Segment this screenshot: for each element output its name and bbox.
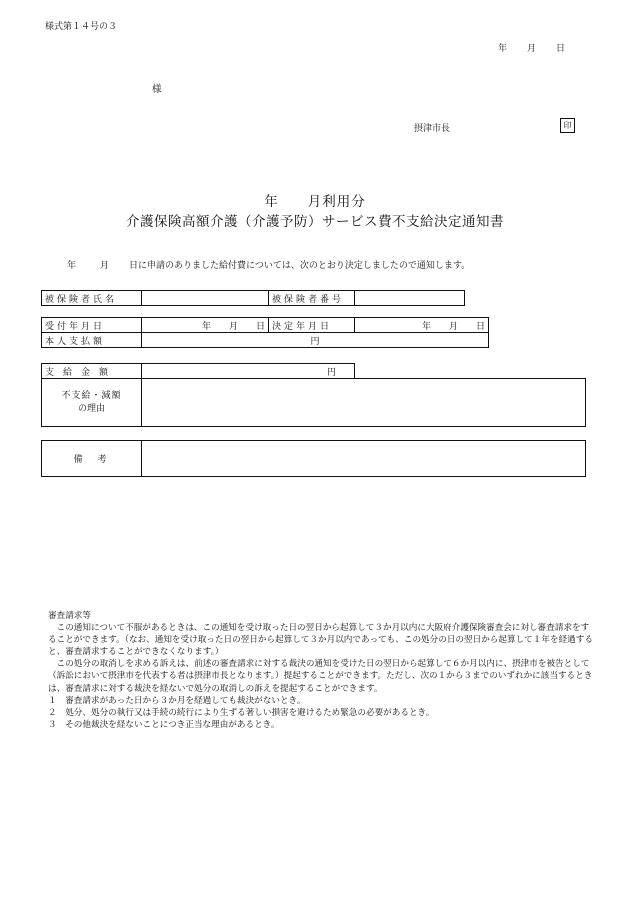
issue-year: 年 (498, 44, 508, 54)
notes-paragraph-2: この処分の取消しを求める訴えは、前述の審査請求に対する裁決の通知を受けた日の翌日から起算して６か月以内に、摂津市を被告として（訴訟において摂津市を代表する者は摂津市長となります。）提起することができます。ただし、次の１から３までのいずれかに該当するときは、審査請求に対する裁決を経ないで処分の取消しの訴えを提起することができます。 (48, 659, 593, 694)
reason-label-line1: 不支給・減額 (61, 390, 122, 401)
reason-field[interactable] (142, 379, 586, 427)
notes-item-3: ３ その他裁決を経ないことにつき正当な理由があるとき。 (48, 719, 280, 730)
dates-table (41, 317, 489, 348)
payment-field[interactable] (142, 364, 355, 379)
self-paid-label: 本人支払額 (42, 333, 142, 348)
remarks-label: 備 考 (42, 441, 142, 477)
insured-number-label: 被保険者番号 (269, 291, 355, 306)
reason-label-line2: の理由 (77, 403, 105, 414)
page-title: 介護保険高額介護（介護予防）サービス費不支給決定通知書 (126, 214, 504, 230)
recipient-suffix: 様 (152, 84, 162, 95)
title-usage-period: 年 月利用分 (264, 194, 366, 210)
intro-month: 月 (100, 261, 110, 271)
seal-mark: 印 (560, 118, 575, 133)
notes-heading: 審査請求等 (48, 611, 91, 621)
notes-item-2: ２ 処分、処分の執行又は手続の続行により生ずる著しい損害を避けるため緊急の必要があるとき。 (48, 707, 435, 718)
issue-month: 月 (527, 44, 537, 54)
insured-table (41, 290, 465, 306)
insured-number-field[interactable] (355, 291, 465, 306)
remarks-table (41, 440, 586, 477)
intro-year: 年 (67, 261, 77, 271)
insured-name-label: 被保険者氏名 (42, 291, 142, 306)
issue-date (498, 41, 565, 54)
self-paid-field[interactable] (142, 333, 489, 348)
notes-paragraph-1: この通知について不服があるときは、この通知を受け取った日の翌日から起算して３か月以内に大阪府介護保険審査会に対し審査請求をすることができます。（なお、通知を受け取った日の翌日から起算して３か月以内であっても、この処分の日の翌日から起算して１年を経過すると、審査請求することができなくなります。） (48, 623, 593, 658)
intro-rest: 日に申請のありました給付費については、次のとおり決定しましたので通知します。 (129, 261, 471, 271)
intro-text (67, 258, 470, 271)
payment-label: 支給金額 (42, 364, 142, 379)
reason-table (41, 378, 586, 427)
issue-day: 日 (556, 44, 566, 54)
insured-name-field[interactable] (142, 291, 269, 306)
form-number: 様式第１４号の３ (45, 22, 118, 32)
self-paid-yen: 円 (310, 336, 320, 347)
payment-yen: 円 (326, 367, 336, 378)
decision-date-label: 決定年月日 (269, 318, 355, 333)
receipt-date-field[interactable]: 年 月 日 (142, 318, 269, 333)
remarks-field[interactable] (142, 441, 586, 477)
issuer-name: 摂津市長 (414, 124, 451, 134)
decision-date-field[interactable]: 年 月 日 (355, 318, 489, 333)
receipt-date-label: 受付年月日 (42, 318, 142, 333)
payment-table (41, 363, 355, 379)
appeal-notes (48, 610, 593, 731)
notes-item-1: １ 審査請求があった日から３か月を経過しても裁決がないとき。 (48, 695, 306, 706)
reason-label (42, 379, 142, 427)
